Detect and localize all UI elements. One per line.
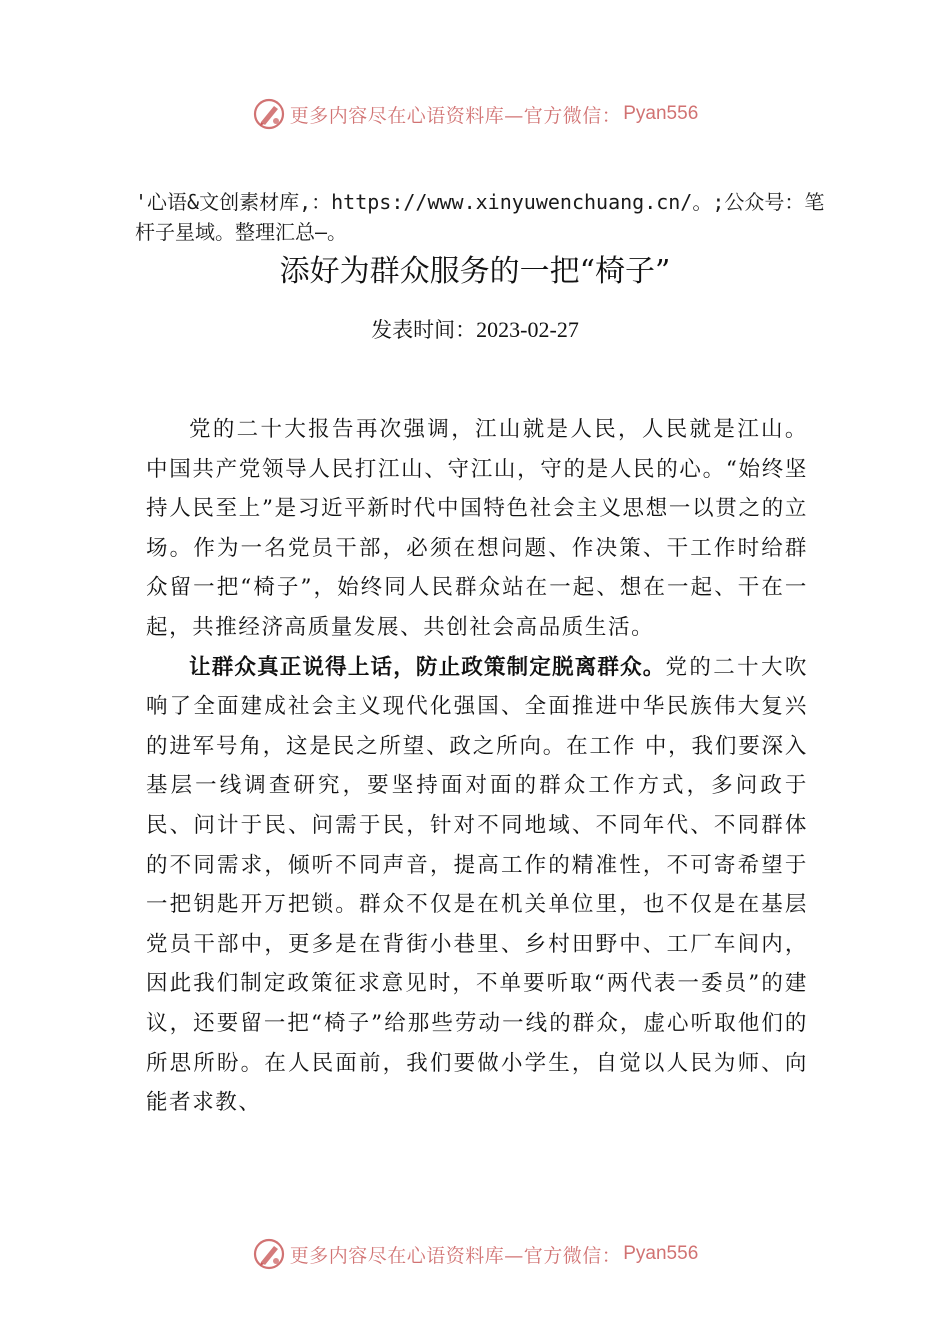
paragraph-2-body: 党的二十大吹响了全面建成社会主义现代化强国、全面推进中华民族伟大复兴的进军号角，这是民之所望、政之所向。在工作 中，我们要深入基层一线调查研究，要坚持面对面的群众工作方式，多问政于民、问计于民、问需于民，针对不同地域、不同年代、不同群体的不同需求，倾听不同声音，提高工作的精准性，不可寄希望于一把钥匙开万把锁。群众不仅是在机关单位里，也不仅是在基层党员干部中，更多是在背街小巷里、乡村田野中、工厂车间内，因此我们制定政策征求意见时，不单要听取“两代表一委员”的建议，还要留一把“椅子”给那些劳动一线的群众，虚心听取他们的所思所盼。在人民面前，我们要做小学生，自觉以人民为师、向能者求教、 <box>146 654 808 1116</box>
publish-date-label: 发表时间： <box>371 318 477 342</box>
article-title: 添好为群众服务的一把“椅子” <box>279 254 671 289</box>
source-note: '心语&文创素材库,：https://www.xinyuwenchuang.cn/。;公众号：笔杆子星域。整理汇总—。 <box>135 190 825 244</box>
header-watermark-banner <box>0 94 950 134</box>
pen-logo-icon <box>252 97 286 131</box>
footer-banner-text: 更多内容尽在心语资料库—官方微信： <box>289 1244 622 1267</box>
header-banner-text: 更多内容尽在心语资料库—官方微信： <box>289 104 622 127</box>
paragraph-2 <box>146 648 808 1123</box>
paragraph-1: 党的二十大报告再次强调，江山就是人民，人民就是江山。中国共产党领导人民打江山、守江山，守的是人民的心。“始终坚持人民至上”是习近平新时代中国特色社会主义思想一以贯之的立场。作为一名党员干部，必须在想问题、作决策、干工作时给群众留一把“椅子”，始终同人民群众站在一起、想在一起、干在一起，共推经济高质量发展、共创社会高品质生活。 <box>146 417 808 640</box>
header-wechat-id: Pyan556 <box>623 103 699 124</box>
publish-date-value: 2023-02-27 <box>476 317 579 342</box>
article-body <box>146 410 808 1123</box>
pen-logo-icon <box>252 1237 286 1271</box>
publish-date <box>0 314 950 346</box>
paragraph-2-lead: 让群众真正说得上话，防止政策制定脱离群众。 <box>189 654 666 680</box>
footer-wechat-id: Pyan556 <box>623 1243 699 1264</box>
footer-watermark-banner <box>0 1234 950 1274</box>
